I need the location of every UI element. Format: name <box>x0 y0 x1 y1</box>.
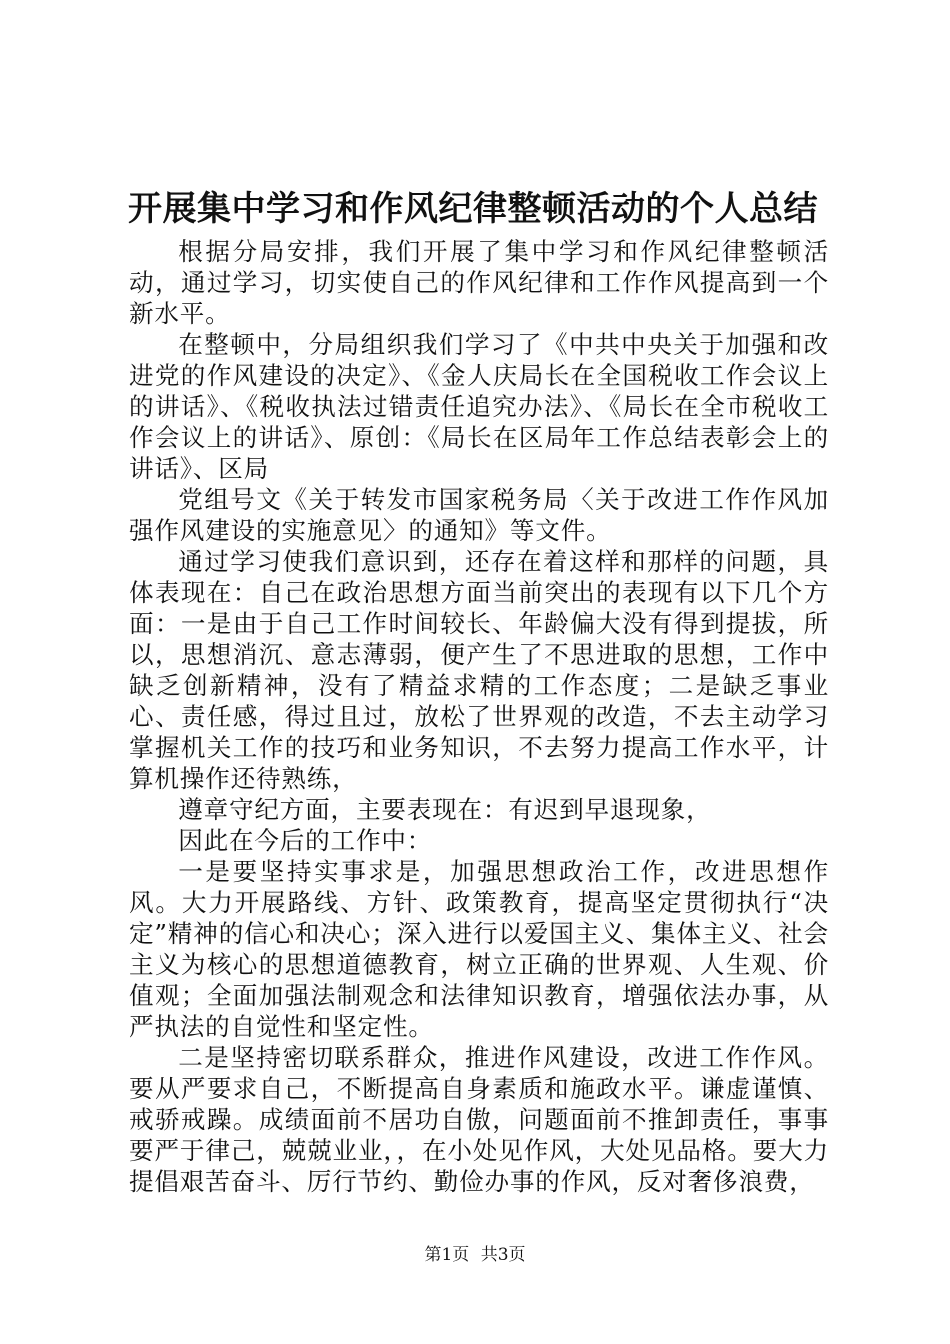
paragraph: 党组号文《关于转发市国家税务局〈关于改进工作作风加强作风建设的实施意见〉的通知》等文件。 <box>129 485 829 545</box>
document-title: 开展集中学习和作风纪律整顿活动的个人总结 <box>128 189 818 229</box>
page-number: 第1页 <box>424 1245 470 1265</box>
document-body <box>129 236 829 1197</box>
paragraph: 通过学习使我们意识到，还存在着这样和那样的问题，具体表现在：自己在政治思想方面当前突出的表现有以下几个方面：一是由于自己工作时间较长、年龄偏大没有得到提拔，所以，思想消沉、意志薄弱，便产生了不思进取的思想，工作中缺乏创新精神，没有了精益求精的工作态度；二是缺乏事业心、责任感，得过且过，放松了世界观的改造，不去主动学习掌握机关工作的技巧和业务知识，不去努力提高工作水平，计算机操作还待熟练， <box>129 547 829 793</box>
page-total: 共3页 <box>480 1245 526 1265</box>
paragraph: 遵章守纪方面，主要表现在：有迟到早退现象， <box>178 795 712 824</box>
paragraph: 一是要坚持实事求是，加强思想政治工作，改进思想作风。大力开展路线、方针、政策教育，提高坚定贯彻执行“决定”精神的信心和决心；深入进行以爱国主义、集体主义、社会主义为核心的思想道德教育，树立正确的世界观、人生观、价值观；全面加强法制观念和法律知识教育，增强依法办事，从严执法的自觉性和坚定性。 <box>129 857 829 1041</box>
paragraph: 在整顿中，分局组织我们学习了《中共中央关于加强和改进党的作风建设的决定》、《金人庆局长在全国税收工作会议上的讲话》、《税收执法过错责任追究办法》、《局长在全市税收工作会议上的讲话》、原创：《局长在区局年工作总结表彰会上的讲话》、区局 <box>129 330 829 483</box>
paragraph: 根据分局安排，我们开展了集中学习和作风纪律整顿活动，通过学习，切实使自己的作风纪律和工作作风提高到一个新水平。 <box>129 237 829 328</box>
paragraph: 因此在今后的工作中： <box>178 826 433 855</box>
page-footer <box>0 1244 950 1266</box>
paragraph: 二是坚持密切联系群众，推进作风建设，改进工作作风。要从严要求自己，不断提高自身素质和施政水平。谦虚谨慎、戒骄戒躁。成绩面前不居功自傲，问题面前不推卸责任，事事要严于律己，兢兢业业，，在小处见作风，大处见品格。要大力提倡艰苦奋斗、厉行节约、勤俭办事的作风，反对奢侈浪费， <box>129 1043 829 1196</box>
